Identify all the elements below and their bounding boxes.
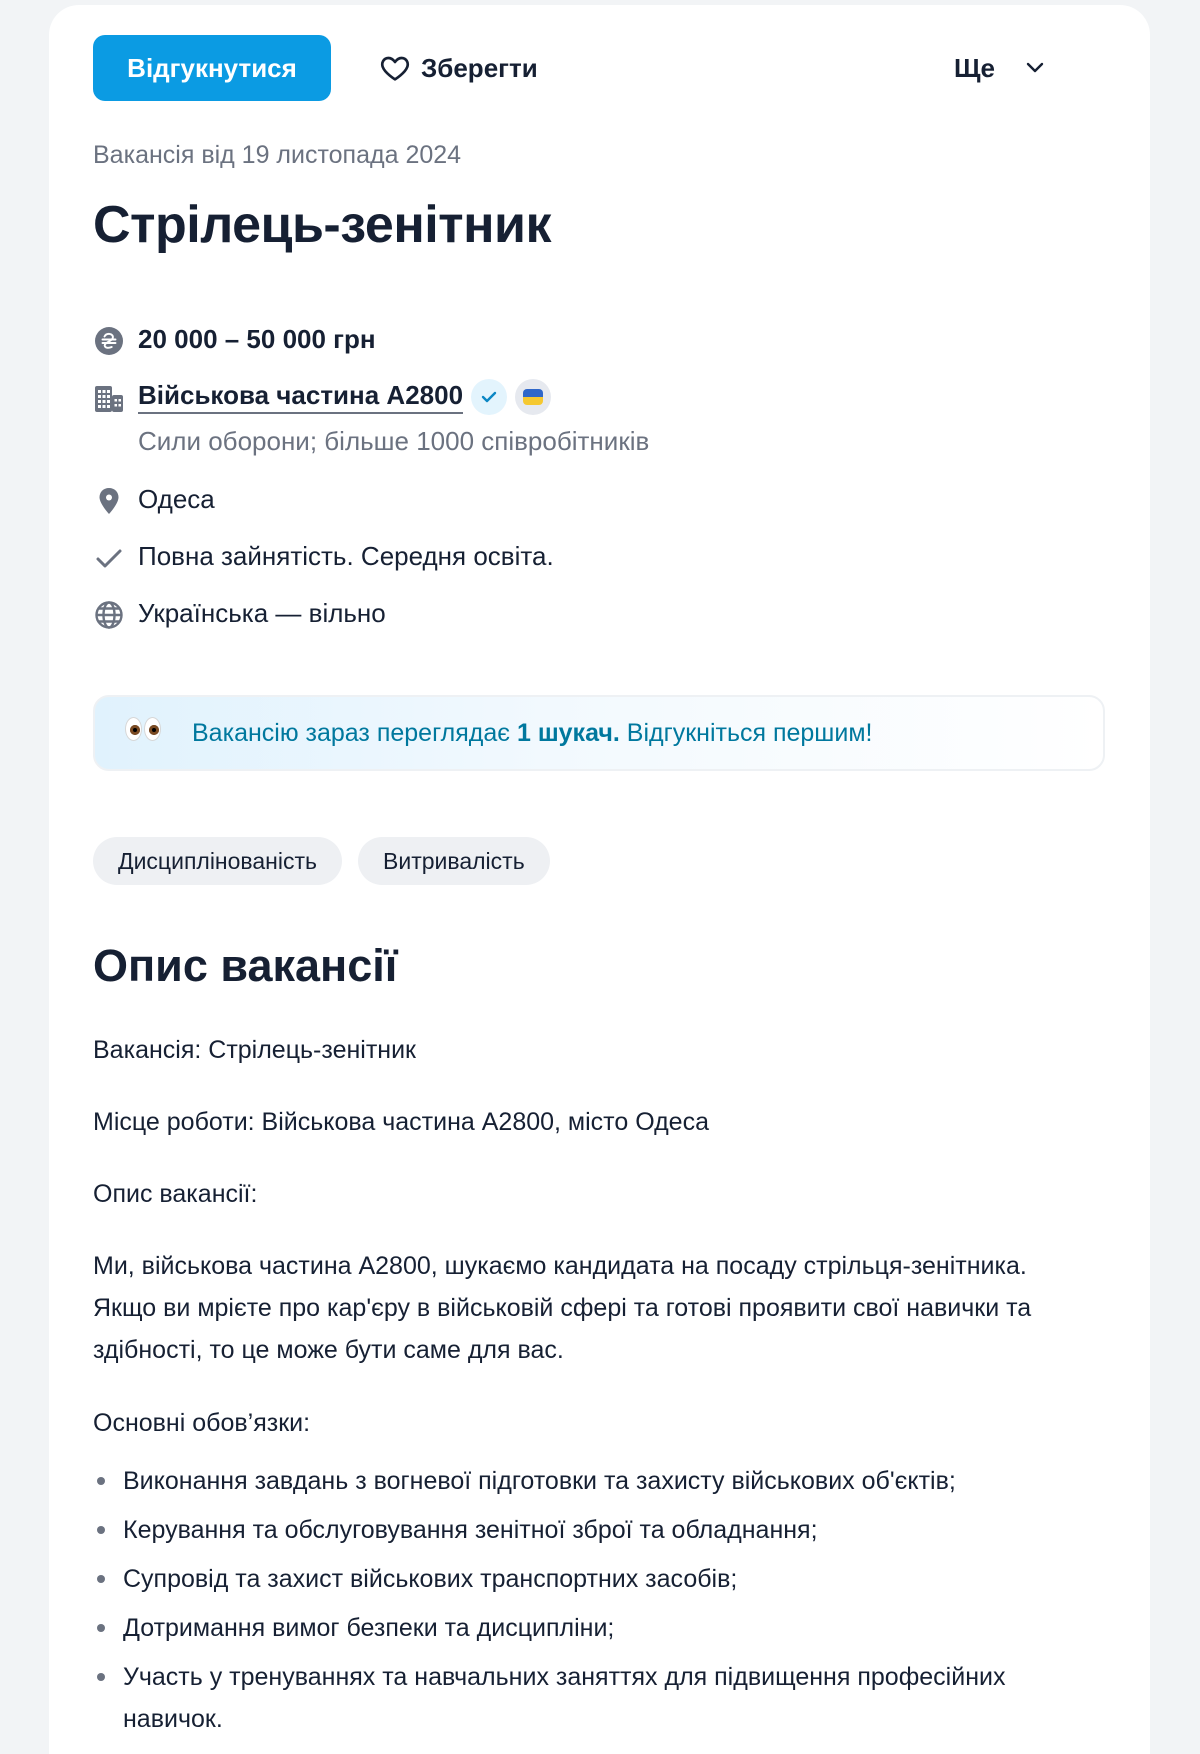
list-item: Виконання завдань з вогневої підготовки та захисту військових об'єктів; (93, 1460, 1105, 1502)
description-paragraph: Місце роботи: Військова частина А2800, місто Одеса (93, 1108, 709, 1136)
company-link[interactable]: Військова частина А2800 (138, 380, 463, 414)
company-line (138, 379, 551, 415)
duties-heading: Основні обов’язки: (93, 1409, 311, 1437)
description-paragraph: Вакансія: Стрілець-зенітник (93, 1036, 416, 1064)
more-label: Ще (954, 52, 995, 83)
skill-tag[interactable]: Дисциплінованість (93, 837, 342, 885)
list-item: Участь у тренуваннях та навчальних заняттях для підвищення професійних навичок. (93, 1656, 1083, 1740)
list-item: Дотримання вимог безпеки та дисципліни; (93, 1607, 1105, 1649)
save-button[interactable] (379, 35, 538, 101)
description-paragraph: Опис вакансії: (93, 1180, 258, 1208)
skills-tags (93, 837, 550, 885)
viewers-text: Вакансію зараз переглядає 1 шукач. Відгукніться першим! (192, 718, 873, 747)
company-row (93, 379, 464, 415)
page-title: Стрілець-зенітник (93, 196, 552, 254)
viewers-banner (93, 695, 1105, 771)
checkmark-icon (93, 542, 125, 574)
more-dropdown[interactable] (954, 35, 1045, 101)
hryvnia-coin-icon (93, 325, 125, 357)
list-item: Супровід та захист військових транспортних засобів; (93, 1558, 1105, 1600)
building-icon (93, 383, 125, 415)
ukraine-flag-icon (515, 379, 551, 415)
description-heading: Опис вакансії (93, 940, 398, 991)
eyes-emoji-icon (125, 717, 161, 741)
heart-icon (379, 52, 411, 84)
company-details: Сили оборони; більше 1000 співробітників (138, 426, 650, 456)
map-pin-icon (93, 485, 125, 517)
location-row (93, 484, 215, 517)
apply-button[interactable]: Відгукнутися (93, 35, 331, 101)
list-item: Керування та обслуговування зенітної зброї та обладнання; (93, 1509, 1105, 1551)
language-text: Українська — вільно (138, 598, 386, 628)
salary-row (93, 324, 376, 357)
posted-date: Вакансія від 19 листопада 2024 (93, 141, 462, 169)
verified-check-icon (471, 379, 507, 415)
description-paragraph: Ми, військова частина А2800, шукаємо кандидата на посаду стрільця-зенітника. Якщо ви мрієте про кар'єру в військовій сфері та готові проявити свої навички та здібності, то це може бути саме для вас. (93, 1252, 1032, 1364)
location-text: Одеса (138, 484, 215, 514)
action-toolbar (93, 35, 1105, 101)
chevron-down-icon (1025, 61, 1045, 75)
globe-icon (93, 599, 125, 631)
vacancy-card (49, 5, 1150, 1754)
salary-text: 20 000 – 50 000 грн (138, 324, 376, 354)
duties-list (93, 1460, 1105, 1747)
viewers-count: 1 шукач. (516, 718, 620, 747)
skill-tag[interactable]: Витривалість (358, 837, 550, 885)
employment-row (93, 541, 554, 574)
save-label: Зберегти (421, 52, 538, 83)
language-row (93, 598, 386, 631)
employment-text: Повна зайнятість. Середня освіта. (138, 541, 554, 571)
